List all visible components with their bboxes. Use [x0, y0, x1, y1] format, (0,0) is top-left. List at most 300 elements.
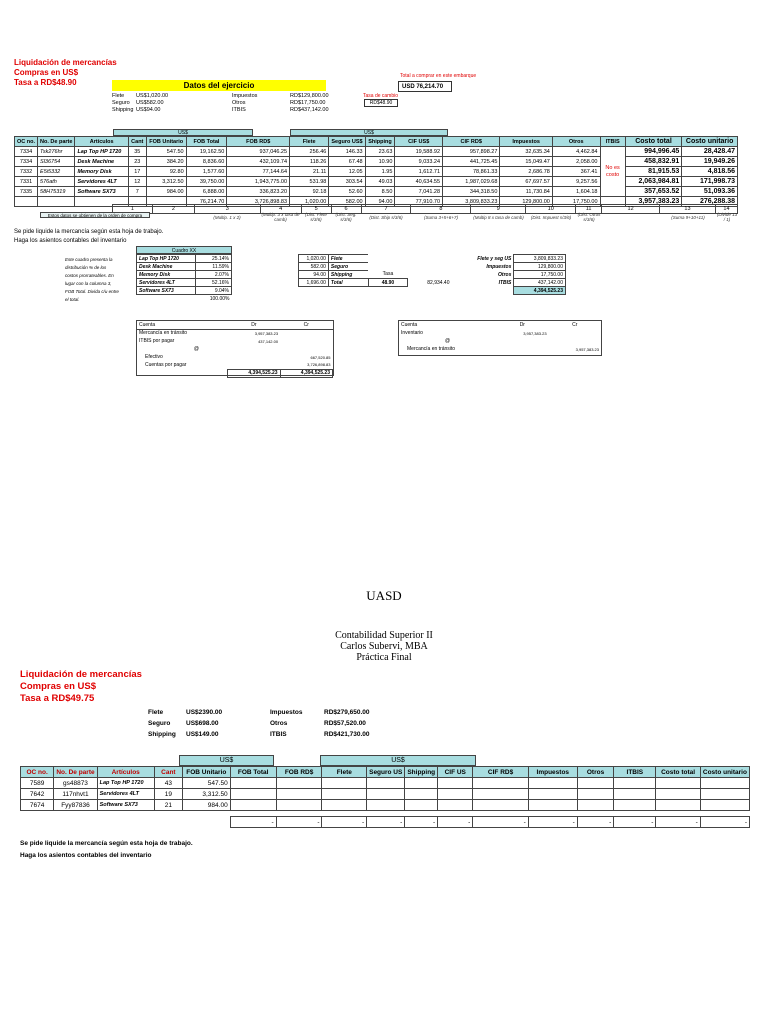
cell: 67,697.57	[500, 177, 552, 187]
cuadro-title: Cuadro XX	[136, 246, 232, 254]
right-val: 129,800.00	[514, 263, 566, 271]
cell: 58H75319	[38, 187, 75, 197]
idx-cell: 1	[113, 205, 153, 214]
p1-taxes	[232, 93, 342, 114]
col-header: Cant	[154, 767, 182, 778]
p2-header-row	[21, 767, 750, 778]
col-header: No. De parte	[54, 767, 97, 778]
right-val: 3,809,833.23	[514, 255, 566, 263]
j-head: Dr	[251, 321, 257, 328]
mid-row	[299, 271, 452, 279]
cell: 52.60	[329, 187, 365, 197]
p2-title-line3: Tasa a RD$49.75	[20, 693, 95, 704]
cell: 28,428.47	[682, 147, 738, 157]
p1-instructions	[14, 228, 163, 246]
right-row	[470, 271, 566, 279]
cost-value: US$698.00	[186, 720, 219, 727]
pct-value: 25.14%	[196, 255, 232, 263]
total-cell: 77,910.70	[395, 197, 443, 207]
cell: 432,109.74	[227, 157, 290, 167]
right-label: Flete y seg US	[477, 255, 512, 262]
right-table	[470, 254, 566, 295]
total-cell: 76,214.70	[186, 197, 227, 207]
right-label: Otros	[498, 271, 512, 278]
cell: 7334	[15, 157, 38, 167]
total-cell: 17,750.00	[552, 197, 600, 207]
journal-header	[399, 321, 601, 329]
j-head: Dr	[519, 322, 525, 328]
idx-cell: 14	[715, 205, 737, 214]
dash-cell: -	[614, 817, 656, 828]
tax-label: ITBIS	[270, 731, 287, 738]
idx-cell: 10	[526, 205, 576, 214]
cell: 984.00	[182, 800, 230, 811]
mid-row	[299, 279, 452, 287]
right-val: 17,750.00	[514, 271, 566, 279]
cell: 10.90	[365, 157, 395, 167]
cell: 1.95	[365, 167, 395, 177]
col-header: Otros	[552, 137, 600, 147]
cell: 531.98	[290, 177, 329, 187]
col-header: FOB Unitario	[146, 137, 186, 147]
col-header: Shipping	[405, 767, 438, 778]
journal-row	[137, 345, 333, 353]
cell: 8,836.60	[186, 157, 227, 167]
mid-val: 94.00	[299, 271, 329, 279]
pct-row	[137, 271, 232, 279]
col-header: Costo unitario	[682, 137, 738, 147]
cell: Servidores 4LT	[97, 789, 154, 800]
col-header: Costo total	[625, 137, 682, 147]
journal-row	[399, 329, 601, 337]
cell: 171,998.73	[682, 177, 738, 187]
cell: 40,634.55	[395, 177, 443, 187]
pct-label: Servidores 4LT	[137, 279, 196, 287]
cost-value: US$149.00	[186, 731, 219, 738]
tax-value: RD$437,142.00	[290, 107, 329, 113]
cell: 984.00	[146, 187, 186, 197]
p2-main-table	[20, 766, 750, 828]
table-row	[15, 157, 738, 167]
cell: 9,033.24	[395, 157, 443, 167]
col-header: Artículos	[97, 767, 154, 778]
cell: 43	[154, 778, 182, 789]
mid-label: Shipping	[328, 271, 368, 279]
col-header: Shipping	[365, 137, 395, 147]
j-account: Mercancía en tránsito	[407, 346, 456, 352]
col-header: Flete	[290, 137, 329, 147]
col-header: Artículos	[75, 137, 128, 147]
cell: 35	[128, 147, 146, 157]
j-cr	[280, 337, 332, 345]
journal-row	[137, 353, 333, 361]
idx-note	[602, 212, 660, 222]
cell: 937,046.25	[227, 147, 290, 157]
j-head: Cr	[303, 321, 309, 328]
p1-costs	[112, 93, 212, 114]
table-row	[21, 789, 750, 800]
cell: 117nhvt1	[54, 789, 97, 800]
tax-label: Impuestos	[270, 709, 303, 716]
cell: 441,725.45	[443, 157, 500, 167]
p2-uni: UASD	[366, 588, 402, 603]
cell: 81,915.53	[625, 167, 682, 177]
cell: 9,257.56	[552, 177, 600, 187]
tax-label: Impuestos	[232, 93, 258, 99]
mid-total-rd: 82,934.40	[427, 279, 450, 286]
idx-cell: 3	[194, 205, 260, 214]
total-cell: 129,800.00	[500, 197, 552, 207]
tax-label: ITBIS	[232, 107, 246, 113]
idx-note: (Multip. 3 x tasa de camb)	[261, 212, 300, 222]
cell: 344,318.50	[443, 187, 500, 197]
journal-row	[137, 361, 333, 369]
p1-index-notes	[112, 212, 738, 222]
idx-note: (Dist. Ship s/3/6)	[369, 214, 403, 220]
cell: 2,063,984.81	[625, 177, 682, 187]
col-header: FOB Total	[230, 767, 276, 778]
cell: 6,888.00	[186, 187, 227, 197]
cell: 32,635.34	[500, 147, 552, 157]
p1-main-table	[14, 136, 738, 207]
cell: 7674	[21, 800, 54, 811]
desc-line: costos prorrateables. En	[65, 273, 114, 278]
dash-cell: -	[528, 817, 577, 828]
p1-title-line1: Liquidación de mercancías	[14, 58, 117, 67]
dash-cell: -	[367, 817, 405, 828]
cost-value: US$582.00	[136, 100, 164, 106]
cell: 357,653.52	[625, 187, 682, 197]
pct-value: 52.16%	[196, 279, 232, 287]
cost-label: Seguro	[112, 100, 130, 106]
idx-note: (Dist. Flete s/3/6)	[305, 212, 327, 222]
tax-value: RD$57,520.00	[324, 720, 366, 727]
j-account: Inventario	[401, 330, 423, 336]
dash-cell: -	[577, 817, 614, 828]
dash-cell: -	[230, 817, 276, 828]
cell: 39,750.00	[186, 177, 227, 187]
desc-line: FOB Total. Divida c/u entre	[65, 289, 119, 294]
cell: 2,058.00	[552, 157, 600, 167]
cell: Sl36754	[38, 157, 75, 167]
cell: 4,462.84	[552, 147, 600, 157]
dash-cell: -	[405, 817, 438, 828]
journal-total	[137, 369, 333, 377]
cell: 7332	[15, 167, 38, 177]
instruction-line: Se pide liquide la mercancía según esta hoja de trabajo.	[20, 840, 193, 847]
tax-label: Otros	[232, 100, 246, 106]
pct-row	[137, 255, 232, 263]
cell: 994,996.45	[625, 147, 682, 157]
col-header: OC no.	[15, 137, 38, 147]
cell: 51,093.36	[682, 187, 738, 197]
p2-instructions	[20, 838, 193, 862]
j-dr: 3,957,383.23	[523, 330, 547, 336]
idx-note: (Dist. Seg. s/3/6)	[335, 212, 357, 222]
cell: 1,943,775.00	[227, 177, 290, 187]
col-header: FOB Unitario	[182, 767, 230, 778]
j-head: Cr	[572, 322, 578, 328]
pct-row	[137, 263, 232, 271]
col-header: Cant	[128, 137, 146, 147]
idx-cell: 12	[602, 205, 660, 214]
cell: 4,818.56	[682, 167, 738, 177]
cell: 458,832.91	[625, 157, 682, 167]
mid-tasa: 48.90	[368, 279, 408, 287]
idx-cell: 13	[660, 205, 716, 214]
cell: Fyy87836	[54, 800, 97, 811]
cell: 7	[128, 187, 146, 197]
cost-value: US$1,020.00	[136, 93, 169, 99]
idx-note: (Dist. Impuest s/3/6)	[530, 214, 572, 220]
cuadro-table	[136, 254, 232, 303]
journal-row	[137, 329, 333, 337]
cell: 19,949.26	[682, 157, 738, 167]
total-note: Total a comprar en este embarque	[400, 73, 477, 79]
cell: 7335	[15, 187, 38, 197]
cell: Lap Top HP 1720	[75, 147, 128, 157]
col-header: ITBIS	[600, 137, 625, 147]
cell: 92.18	[290, 187, 329, 197]
journal2-table	[399, 321, 601, 353]
j-head: Cuenta	[401, 322, 418, 328]
j-account: @	[445, 338, 451, 344]
j-cr: 3,726,898.83	[307, 362, 331, 368]
tasa-label: Tasa de cambio	[363, 93, 399, 99]
cell: 256.46	[290, 147, 329, 157]
table-row	[21, 800, 750, 811]
mid-row	[299, 255, 452, 263]
idx-cell: 6	[331, 205, 361, 214]
p1-title	[14, 58, 117, 88]
col-header: CIF RD$	[443, 137, 500, 147]
right-label: ITBIS	[498, 279, 512, 286]
col-header: CIF US$	[395, 137, 443, 147]
cell: Software SX73	[97, 800, 154, 811]
total-cell: 1,020.00	[290, 197, 329, 207]
col-header: ITBIS	[614, 767, 656, 778]
dash-cell: -	[438, 817, 473, 828]
group-us2: US$	[290, 129, 448, 136]
tax-value: RD$421,730.00	[324, 731, 370, 738]
cost-label: Flete	[112, 93, 125, 99]
j-account: Mercancía en tránsito	[139, 330, 188, 337]
col-header: No. De parte	[38, 137, 75, 147]
cell: 384.20	[146, 157, 186, 167]
datos-ejercicio-banner: Datos del ejercicio	[112, 80, 326, 91]
right-label: Impuestos	[486, 263, 512, 270]
dash-cell: -	[473, 817, 529, 828]
mid-val: 1,696.00	[299, 279, 329, 287]
dash-cell: -	[656, 817, 700, 828]
cost-label: Shipping	[148, 731, 176, 738]
j-cr: 667,520.85	[310, 354, 331, 360]
mid-table	[298, 254, 452, 287]
pct-label: Memory Disk	[137, 271, 196, 279]
total-cell: 276,288.38	[682, 197, 738, 207]
cell: 21	[154, 800, 182, 811]
table-row	[15, 187, 738, 197]
mid-row	[299, 263, 452, 271]
cuadro-desc	[65, 256, 119, 304]
col-header: OC no.	[21, 767, 54, 778]
cell: 576ath	[38, 177, 75, 187]
cell: 7642	[21, 789, 54, 800]
p2-title	[20, 669, 142, 705]
cell: E5i5332	[38, 167, 75, 177]
j-head: Cuenta	[139, 321, 156, 328]
p2-costs	[148, 707, 222, 740]
cell: 3,312.50	[182, 789, 230, 800]
pct-value: 9.04%	[196, 287, 232, 295]
cell: 1,604.18	[552, 187, 600, 197]
tasa-value: RD$48.90	[364, 99, 398, 107]
cell: Servidores 4LT	[75, 177, 128, 187]
mid-val: 1,020.00	[299, 255, 329, 263]
cell: 336,823.20	[227, 187, 290, 197]
mid-label: Flete	[328, 255, 368, 263]
idx-note: (Dist. Otros s/3/6)	[577, 212, 601, 222]
cell: 23	[128, 157, 146, 167]
idx-note: (Divide 13 / 1)	[716, 212, 738, 222]
total-value: USD 76,214.70	[398, 81, 452, 92]
instruction-line: Se pide liquide la mercancía según esta hoja de trabajo.	[14, 229, 164, 235]
idx-cell: 11	[576, 205, 602, 214]
j-cr: 3,957,383.23	[575, 346, 599, 352]
cost-value: US$94.00	[136, 107, 161, 113]
cell: 367.41	[552, 167, 600, 177]
desc-line: el total.	[65, 297, 80, 302]
p2-kind: Práctica Final	[356, 652, 412, 663]
idx-cell: 9	[471, 205, 526, 214]
idx-note: (Suma 3+5+6+7)	[424, 214, 458, 220]
journal-row	[399, 337, 601, 345]
journal1-table	[137, 321, 333, 378]
mid-tasa-label: Tasa	[382, 271, 394, 278]
idx-note: (Suma 9+10+11)	[671, 214, 705, 220]
col-header: FOB Total	[186, 137, 227, 147]
pct-total: 100.00%	[209, 295, 230, 302]
cell: 67.48	[329, 157, 365, 167]
cell: 303.54	[329, 177, 365, 187]
desc-line: lugar con la columna 3,	[65, 281, 112, 286]
pct-value: 2.07%	[196, 271, 232, 279]
p2-taxes	[270, 707, 370, 740]
p1-title-line2: Compras en US$	[14, 68, 79, 77]
j-account: Cuentas por pagar	[145, 362, 187, 368]
cell: Lap Top HP 1720	[97, 778, 154, 789]
cell: 12.05	[329, 167, 365, 177]
pct-row	[137, 287, 232, 295]
col-header: Seguro US$	[329, 137, 365, 147]
right-val: 437,142.00	[514, 279, 566, 287]
dash-cell: -	[322, 817, 367, 828]
cell: 19,588.92	[395, 147, 443, 157]
mid-label: Seguro	[328, 263, 368, 271]
total-cell: 3,726,898.83	[227, 197, 290, 207]
j-total-cr: 4,394,525.23	[280, 369, 332, 377]
p2-title-line2: Compras en US$	[20, 681, 97, 692]
p2-header-block	[0, 630, 768, 664]
col-header: FOB RD$	[276, 767, 322, 778]
cell: 7589	[21, 778, 54, 789]
journal-entry-1	[136, 320, 334, 376]
idx-note: (Multip 8 x tasa de camb)	[473, 214, 524, 220]
pct-label: Software SX73	[137, 287, 196, 295]
tax-value: RD$17,750.00	[290, 100, 326, 106]
col-header: Impuestos	[528, 767, 577, 778]
idx-note	[152, 212, 194, 222]
cell: 49.03	[365, 177, 395, 187]
j-total-dr: 4,394,525.23	[228, 369, 280, 377]
desc-line: distribución % de los	[65, 265, 107, 270]
col-header: Otros	[577, 767, 614, 778]
pct-label: Desk Machine	[137, 263, 196, 271]
table-row	[21, 778, 750, 789]
journal-row	[137, 337, 333, 345]
journal-header	[137, 321, 333, 329]
col-header: Costo total	[656, 767, 700, 778]
idx-cell: 7	[361, 205, 411, 214]
idx-cell: 2	[152, 205, 194, 214]
right-row	[470, 263, 566, 271]
cell: 11,730.84	[500, 187, 552, 197]
cell: 7334	[15, 147, 38, 157]
cell: 78,861.33	[443, 167, 500, 177]
j-account: @	[193, 346, 199, 352]
j-dr: 437,142.00	[258, 338, 279, 344]
cell: 957,898.27	[443, 147, 500, 157]
source-note: Estos datos se obtienen de la orden de compra	[40, 212, 150, 218]
pct-value: 11.59%	[196, 263, 232, 271]
journal-row	[399, 345, 601, 353]
cell: 118.26	[290, 157, 329, 167]
p2-prof: Carlos Subervi, MBA	[340, 641, 428, 652]
col-header: CIF US	[438, 767, 473, 778]
cell: 146.33	[329, 147, 365, 157]
cell: 77,144.64	[227, 167, 290, 177]
j-account: ITBIS por pagar	[139, 338, 175, 344]
p2-group-us2: US$	[320, 755, 476, 766]
pct-label: Lap Top HP 1720	[137, 255, 196, 263]
idx-note: (Multip. 1 x 2)	[213, 214, 241, 220]
cell: 92.80	[146, 167, 186, 177]
p1-title-line3: Tasa a RD$48.90	[14, 78, 77, 87]
tax-value: RD$279,650.00	[324, 709, 370, 716]
tax-label: Otros	[270, 720, 288, 727]
idx-cell: 5	[301, 205, 331, 214]
cell: 1,612.71	[395, 167, 443, 177]
group-us1: US$	[113, 129, 253, 136]
j-cr	[280, 329, 332, 337]
cost-label: Shipping	[112, 107, 134, 113]
col-header: Costo unitario	[700, 767, 749, 778]
cell: 8.50	[365, 187, 395, 197]
cell: 547.50	[146, 147, 186, 157]
cell: Desk Machine	[75, 157, 128, 167]
idx-cell: 8	[411, 205, 471, 214]
idx-cell: 4	[260, 205, 301, 214]
total-cell: 94.00	[365, 197, 395, 207]
total-cell: 3,957,383.23	[625, 197, 682, 207]
cost-label: Flete	[148, 709, 164, 716]
instruction-line: Haga los asientos contables del inventario	[20, 852, 152, 859]
totals-row	[21, 817, 750, 828]
cell: 547.50	[182, 778, 230, 789]
cell: 1,577.60	[186, 167, 227, 177]
table-row	[15, 177, 738, 187]
right-row	[470, 279, 566, 287]
